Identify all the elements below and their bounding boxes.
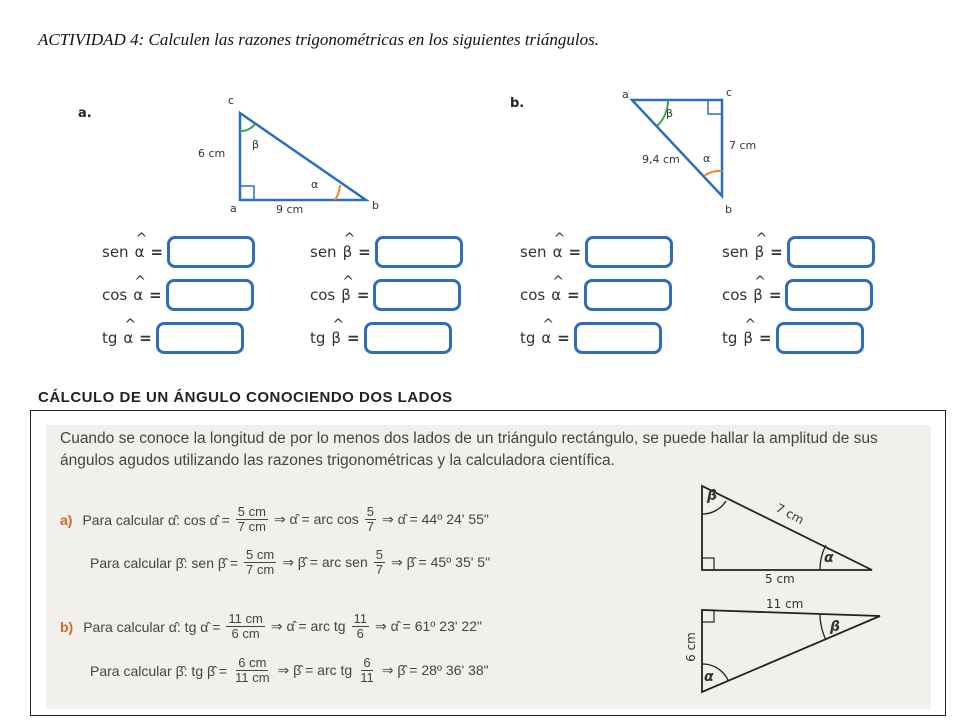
triangle-b-label: b. [510, 96, 525, 111]
triangle-b-alpha-label: α [703, 152, 711, 165]
triangle-a-label: a. [78, 106, 92, 121]
triangle-a-vertex-b: b [372, 199, 379, 212]
triangle-b-beta-label: β [666, 107, 674, 120]
triangle-a-side-vertical: 6 cm [198, 147, 226, 160]
var-label: ^ β [753, 286, 763, 304]
example-b-triangle [702, 610, 880, 692]
triangle-a-side-horizontal: 9 cm [276, 203, 304, 216]
fn-label: sen [310, 243, 337, 261]
answer-box-a-sen-alpha[interactable] [167, 236, 255, 268]
example-a-row-2 [90, 548, 490, 577]
var-label: ^ β [343, 243, 353, 261]
fraction [244, 548, 276, 577]
fraction [226, 612, 264, 641]
var-label: ^ α [551, 286, 561, 304]
equals-sign: = [358, 243, 371, 261]
fraction [236, 505, 268, 534]
triangle-b-vertex-c: c [726, 86, 733, 99]
fraction [352, 612, 370, 641]
var-label: ^ β [331, 329, 341, 347]
equals-sign: = [557, 329, 570, 347]
equals-sign: = [346, 329, 360, 347]
numerator: 5 cm [246, 547, 275, 562]
row-mid: ⇒ α̂ = arc cos [273, 511, 359, 527]
triangle-a-vertex-a: a [230, 202, 237, 215]
eq-b-cos-alpha [520, 279, 672, 311]
var-label: ^ β [743, 329, 753, 347]
denominator: 11 cm [235, 670, 270, 685]
triangle-b-right-angle [708, 100, 722, 114]
fn-label: tg [520, 329, 536, 347]
example-a-figure [690, 478, 890, 578]
example-a-right-angle [702, 558, 714, 570]
denominator: 7 cm [246, 562, 275, 577]
equals-sign: = [568, 243, 582, 261]
example-a-beta-label: β [707, 488, 718, 504]
answer-box-b-cos-alpha[interactable] [584, 279, 672, 311]
example-b-beta-label: β [830, 619, 841, 635]
equals-sign: = [139, 329, 152, 347]
equals-sign: = [770, 243, 783, 261]
fraction [374, 548, 385, 577]
eq-a-cos-beta [310, 279, 461, 311]
eq-a-tg-alpha [102, 322, 244, 354]
triangle-a-vertex-c: c [228, 94, 235, 107]
example-b-beta-arc [820, 614, 826, 640]
numerator: 11 [353, 611, 368, 626]
example-a-alpha-label: α [824, 550, 834, 566]
row-prefix: Para calcular β̂: sen β̂ = [90, 554, 239, 571]
triangle-a-shape [240, 113, 366, 200]
row-result: ⇒ β̂ = 45º 35' 5" [390, 554, 491, 570]
var-label: ^ α [541, 329, 551, 347]
row-prefix: Para calcular α̂: tg α̂ = [83, 618, 221, 635]
fn-label: tg [722, 329, 738, 347]
eq-a-sen-beta [310, 236, 463, 268]
example-a-triangle [702, 486, 872, 570]
answer-box-a-tg-beta[interactable] [364, 322, 452, 354]
fn-label: cos [520, 286, 546, 304]
row-result: ⇒ β̂ = 28º 36' 38" [381, 662, 489, 678]
denominator: 6 [356, 626, 364, 641]
fn-label: sen [520, 243, 547, 261]
example-b-figure [690, 600, 890, 700]
equals-sign: = [768, 286, 782, 304]
triangle-a-alpha-arc [335, 185, 340, 200]
numerator: 11 cm [228, 611, 263, 626]
triangle-a-beta-label: β [252, 138, 260, 151]
denominator: 7 [375, 562, 383, 577]
equals-sign: = [356, 286, 370, 304]
var-label: ^ β [755, 243, 765, 261]
triangle-a-right-angle [240, 186, 254, 200]
numerator: 6 [363, 655, 371, 670]
example-b-row-1 [60, 612, 482, 641]
var-label: ^ α [135, 243, 145, 261]
example-b-right-angle [702, 610, 714, 622]
denominator: 7 cm [237, 519, 266, 534]
row-prefix: Para calcular β̂: tg β̂ = [90, 662, 228, 679]
eq-b-tg-beta [722, 322, 864, 354]
triangle-a-beta-arc [240, 124, 255, 131]
example-b-row-2 [90, 656, 489, 685]
eq-b-cos-beta [722, 279, 873, 311]
answer-box-a-cos-beta[interactable] [373, 279, 461, 311]
example-a-row-1 [60, 505, 489, 534]
row-prefix: Para calcular α̂: cos α̂ = [82, 511, 230, 528]
answer-box-b-tg-alpha[interactable] [574, 322, 662, 354]
fn-label: sen [722, 243, 749, 261]
eq-a-tg-beta [310, 322, 452, 354]
eq-a-sen-alpha [102, 236, 255, 268]
fn-label: cos [102, 286, 128, 304]
equals-sign: = [567, 286, 580, 304]
row-mid: ⇒ α̂ = arc tg [270, 618, 346, 634]
answer-box-b-cos-beta[interactable] [785, 279, 873, 311]
row-mid: ⇒ β̂ = arc sen [282, 554, 368, 570]
example-a-hyp-label: 7 cm [773, 500, 807, 528]
answer-box-a-sen-beta[interactable] [375, 236, 463, 268]
fraction [233, 656, 271, 685]
eq-b-sen-alpha [520, 236, 673, 268]
equals-sign: = [758, 329, 772, 347]
denominator: 11 [360, 670, 374, 685]
triangle-b-alpha-arc [704, 171, 722, 176]
answer-box-b-sen-beta[interactable] [787, 236, 875, 268]
denominator: 6 cm [231, 626, 260, 641]
eq-a-cos-alpha [102, 279, 254, 311]
example-a-base-label: 5 cm [765, 572, 795, 586]
equals-sign: = [149, 286, 162, 304]
denominator: 7 [366, 519, 374, 534]
triangle-b-side-vertical: 7 cm [729, 139, 757, 152]
var-label: ^ α [133, 286, 143, 304]
triangle-b-vertex-b: b [725, 203, 732, 216]
answer-box-b-tg-beta[interactable] [776, 322, 864, 354]
fraction [358, 656, 376, 685]
fn-label: sen [102, 243, 129, 261]
activity-title: ACTIVIDAD 4: Calculen las razones trigonométricas en los siguientes triángulos. [38, 30, 599, 49]
equals-sign: = [150, 243, 164, 261]
eq-b-sen-beta [722, 236, 875, 268]
row-mid: ⇒ β̂ = arc tg [277, 662, 353, 678]
example-b-side-label: 6 cm [683, 632, 698, 662]
answer-box-a-tg-alpha[interactable] [156, 322, 244, 354]
fn-label: tg [102, 329, 118, 347]
intro-paragraph: Cuando se conoce la longitud de por lo menos dos lados de un triángulo rectángulo, se puede hallar la amplitud de sus ángulos agudos utilizando las razones trigonométricas y la calculadora científica. [60, 430, 878, 469]
numerator: 6 cm [238, 655, 267, 670]
fn-label: tg [310, 329, 326, 347]
example-b-tag: b) [60, 618, 74, 635]
example-b-alpha-label: α [704, 669, 714, 685]
numerator: 5 cm [237, 504, 266, 519]
var-label: ^ α [123, 329, 133, 347]
var-label: ^ α [553, 243, 563, 261]
fraction [365, 505, 376, 534]
example-b-top-label: 11 cm [766, 597, 804, 611]
triangle-b-vertex-a: a [622, 88, 629, 101]
triangle-a-alpha-label: α [311, 178, 319, 191]
fn-label: cos [722, 286, 748, 304]
answer-box-b-sen-alpha[interactable] [585, 236, 673, 268]
var-label: ^ β [341, 286, 351, 304]
row-result: ⇒ α̂ = 44º 24' 55" [381, 511, 489, 527]
fn-label: cos [310, 286, 336, 304]
section-title: CÁLCULO DE UN ÁNGULO CONOCIENDO DOS LADOS [38, 389, 453, 406]
eq-b-tg-alpha [520, 322, 662, 354]
example-a-tag: a) [60, 511, 73, 528]
numerator: 5 [366, 504, 374, 519]
triangle-b-side-hyp: 9,4 cm [642, 153, 680, 166]
answer-box-a-cos-alpha[interactable] [166, 279, 254, 311]
numerator: 5 [375, 547, 383, 562]
row-result: ⇒ α̂ = 61º 23' 22" [375, 618, 482, 634]
